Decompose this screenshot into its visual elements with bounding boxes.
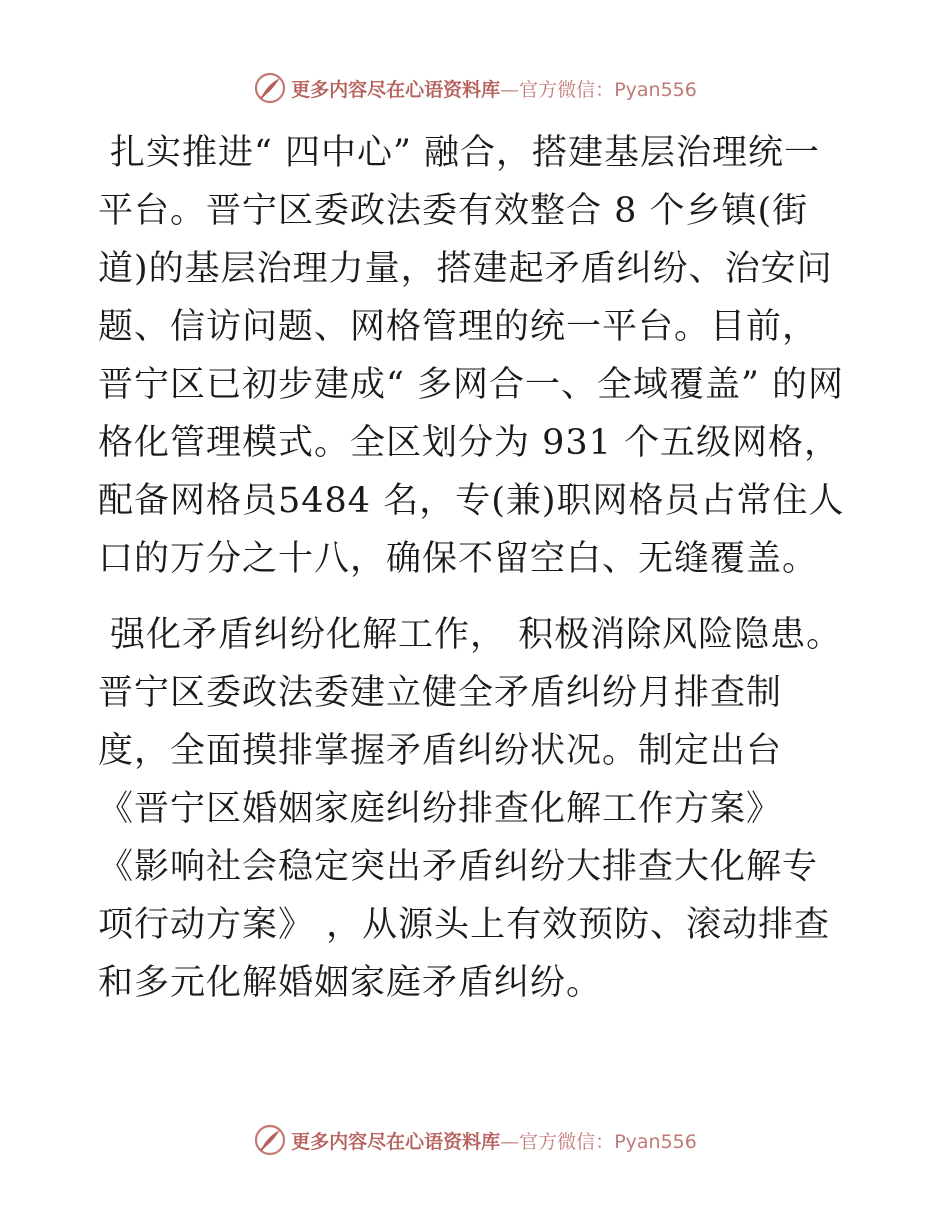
paragraph-2	[98, 606, 850, 1012]
watermark-wechat-handle: Pyan556	[614, 78, 697, 101]
document-body	[98, 124, 850, 1012]
watermark-wechat-label: 官方微信：	[519, 78, 615, 101]
watermark-site-text: 更多内容尽在心语资料库	[291, 78, 501, 101]
paragraph-1-text: 扎实推进“ 四中心” 融合，搭建基层治理统一平台。晋宁区委政法委有效整合 8 个乡镇(街道)的基层治理力量，搭建起矛盾纠纷、治安问题、信访问题、网格管理的统一平台。目前，晋宁区已初步建成“ 多网合一、全域覆盖” 的网格化管理模式。全区划分为 931 个五级网格，配备网格员5484 名，专(兼)职网格员占常住人口的万分之十八，确保不留空白、无缝覆盖。	[98, 133, 845, 579]
watermark-wechat-handle: Pyan556	[614, 1130, 697, 1153]
watermark-separator: —	[500, 1130, 520, 1153]
paragraph-1	[98, 124, 850, 588]
paragraph-2-text: 强化矛盾纠纷化解工作， 积极消除风险隐患。晋宁区委政法委建立健全矛盾纠纷月排查制度，全面摸排掌握矛盾纠纷状况。制定出台《晋宁区婚姻家庭纠纷排查化解工作方案》 《影响社会稳定突出矛盾纠纷大排查大化解专项行动方案》 ，从源头上有效预防、滚动排查和多元化解婚姻家庭矛盾纠纷。	[98, 615, 843, 1003]
watermark-separator: —	[500, 78, 520, 101]
feather-quill-logo-icon	[253, 1123, 287, 1157]
feather-quill-logo-icon	[253, 71, 287, 105]
watermark-text	[291, 1127, 697, 1154]
watermark-text	[291, 75, 697, 102]
watermark-site-text: 更多内容尽在心语资料库	[291, 1130, 501, 1153]
footer-watermark	[0, 1120, 950, 1160]
watermark-wechat-label: 官方微信：	[519, 1130, 615, 1153]
header-watermark	[0, 68, 950, 108]
